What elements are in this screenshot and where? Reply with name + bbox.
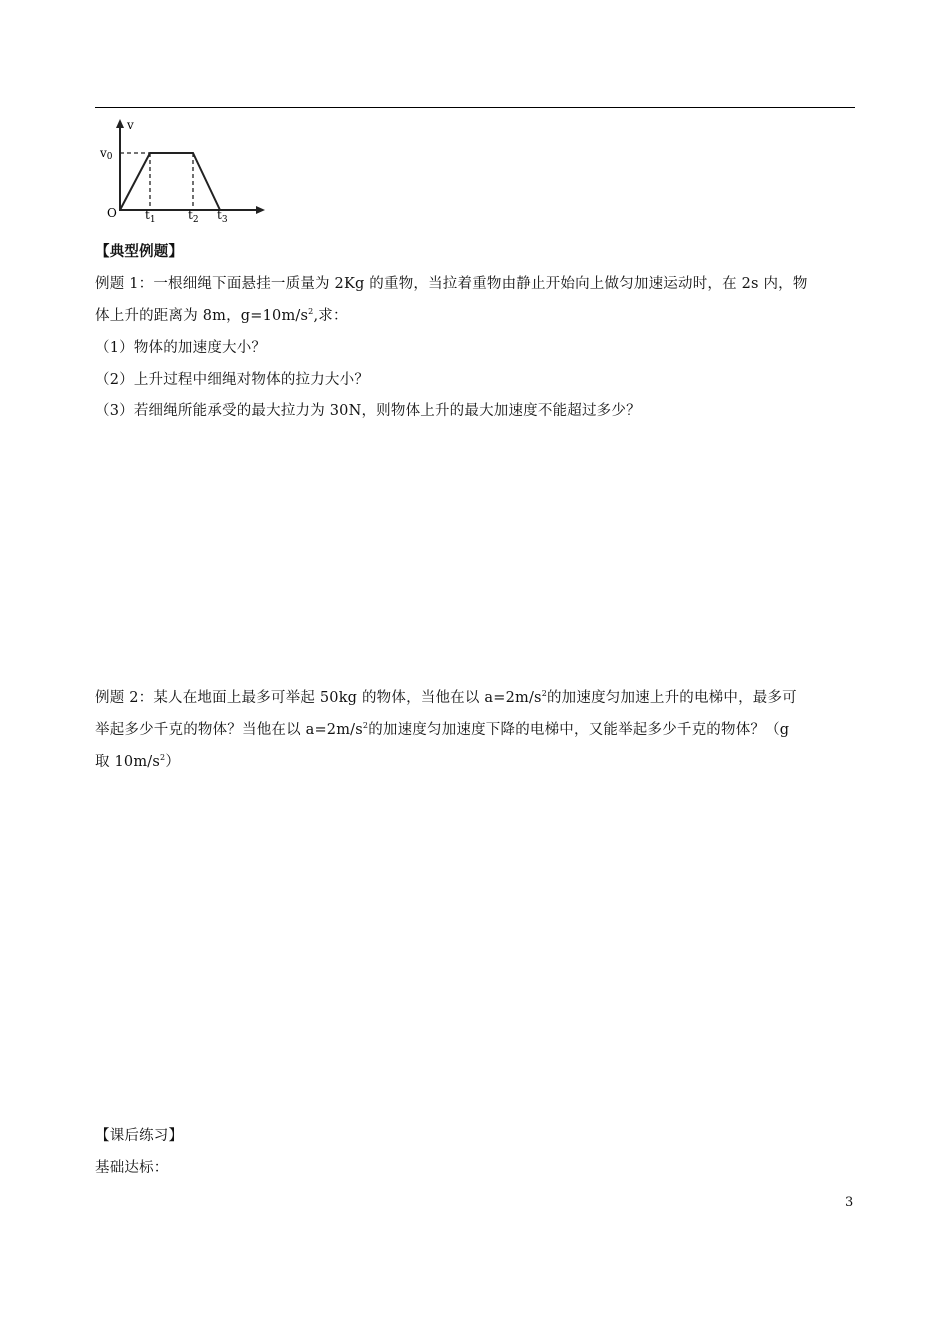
example1-question-1: （1）物体的加速度大小？: [95, 340, 267, 356]
y-axis-label: v: [127, 118, 134, 132]
y-axis-arrow: [116, 119, 124, 128]
velocity-time-graph: [95, 115, 270, 227]
t3-label: $t_3$: [217, 208, 228, 225]
t2-label: $t_2$: [188, 208, 199, 225]
header-rule: [95, 107, 855, 108]
velocity-curve: [120, 153, 220, 210]
example1-line2: 体上升的距离为 8m，$g=10m/s^2$,求：: [95, 307, 348, 324]
basic-level-heading: 基础达标：: [95, 1160, 169, 1176]
section-homework: 【课后练习】: [95, 1128, 184, 1144]
section-typical-examples: 【典型例题】: [95, 243, 184, 260]
v0-label: v0: [100, 146, 113, 162]
example1-question-3: （3）若细绳所能承受的最大拉力为 30N，则物体上升的最大加速度不能超过多少？: [95, 403, 641, 419]
t1-label: $t_1$: [145, 208, 156, 225]
example2-line2: 举起多少千克的物体？当他在以 $a=2m/s^2$的加速度匀加速度下降的电梯中，又能举起多少千克的物体？（g: [95, 721, 790, 738]
example1-question-2: （2）上升过程中细绳对物体的拉力大小？: [95, 372, 370, 388]
page-number: 3: [845, 1195, 854, 1210]
example2-line3: 取 $10m/s^2$）: [95, 753, 181, 770]
x-axis-arrow: [256, 206, 265, 214]
example2-line1: 例题 2：某人在地面上最多可举起 50kg 的物体，当他在以 $a=2m/s^2$的加速度匀加速上升的电梯中，最多可: [95, 689, 797, 706]
example1-line1: 例题 1：一根细绳下面悬挂一质量为 2Kg 的重物，当拉着重物由静止开始向上做匀加速运动时，在 2s 内，物: [95, 276, 808, 292]
origin-label: O: [107, 206, 117, 220]
